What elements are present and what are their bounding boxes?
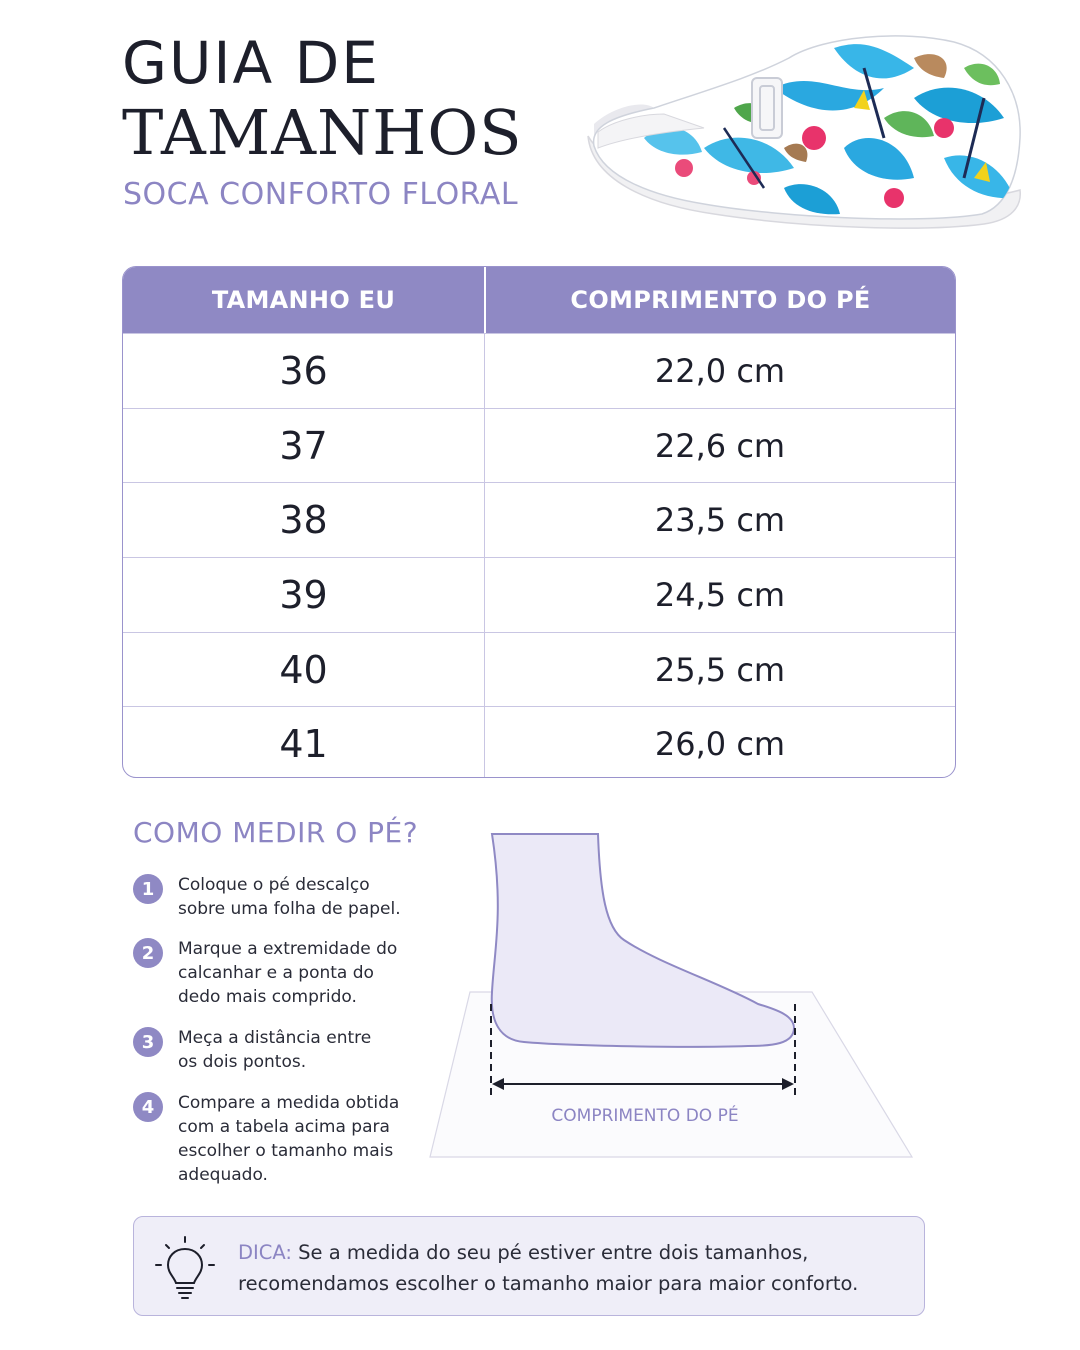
step-number-badge: 4 bbox=[133, 1092, 163, 1122]
step-text: Marque a extremidade do calcanhar e a ponta do dedo mais comprido. bbox=[178, 939, 398, 1007]
header-size-eu: TAMANHO EU bbox=[123, 267, 486, 333]
tip-label: DICA: bbox=[238, 1241, 292, 1264]
length-cell: 23,5 cm bbox=[654, 501, 786, 540]
length-cell: 22,0 cm bbox=[654, 351, 786, 390]
length-cell: 26,0 cm bbox=[654, 725, 786, 764]
title-line-1: GUIA DE bbox=[122, 29, 380, 97]
size-cell: 38 bbox=[123, 483, 485, 557]
foot-measurement-diagram bbox=[428, 832, 918, 1162]
table-row bbox=[123, 482, 955, 557]
size-cell: 41 bbox=[123, 707, 485, 778]
step-4 bbox=[133, 1092, 433, 1187]
length-cell: 25,5 cm bbox=[654, 650, 786, 689]
length-cell: 24,5 cm bbox=[654, 575, 786, 614]
step-text: Compare a medida obtida com a tabela acima para escolher o tamanho mais adequado. bbox=[178, 1093, 400, 1185]
table-row bbox=[123, 706, 955, 778]
product-subtitle: SOCA CONFORTO FLORAL bbox=[123, 177, 519, 212]
size-cell: 40 bbox=[123, 633, 485, 707]
table-row bbox=[123, 632, 955, 707]
lightbulb-icon bbox=[154, 1235, 216, 1301]
size-chart-table bbox=[122, 266, 956, 778]
header-foot-length: COMPRIMENTO DO PÉ bbox=[570, 286, 871, 314]
step-3 bbox=[133, 1027, 433, 1074]
table-row bbox=[123, 333, 955, 408]
floral-clog-image bbox=[584, 28, 1024, 240]
step-number-badge: 3 bbox=[133, 1027, 163, 1057]
table-header bbox=[123, 267, 955, 333]
step-text: Coloque o pé descalço sobre uma folha de papel. bbox=[178, 875, 401, 919]
tip-box bbox=[133, 1216, 925, 1316]
length-cell: 22,6 cm bbox=[654, 426, 786, 465]
size-cell: 37 bbox=[123, 409, 485, 483]
table-row bbox=[123, 408, 955, 483]
size-cell: 39 bbox=[123, 558, 485, 632]
step-number-badge: 1 bbox=[133, 874, 163, 904]
size-cell: 36 bbox=[123, 334, 485, 408]
step-1 bbox=[133, 874, 433, 921]
tip-body: Se a medida do seu pé estiver entre dois tamanhos, recomendamos escolher o tamanho maior para maior conforto. bbox=[238, 1241, 859, 1295]
foot-length-label: COMPRIMENTO DO PÉ bbox=[551, 1106, 739, 1126]
tip-text bbox=[238, 1237, 908, 1299]
table-row bbox=[123, 557, 955, 632]
step-text: Meça a distância entre os dois pontos. bbox=[178, 1028, 372, 1072]
step-2 bbox=[133, 938, 433, 1009]
step-number-badge: 2 bbox=[133, 938, 163, 968]
title-line-2: TAMANHOS bbox=[122, 96, 523, 169]
how-to-measure-title: COMO MEDIR O PÉ? bbox=[133, 816, 419, 849]
